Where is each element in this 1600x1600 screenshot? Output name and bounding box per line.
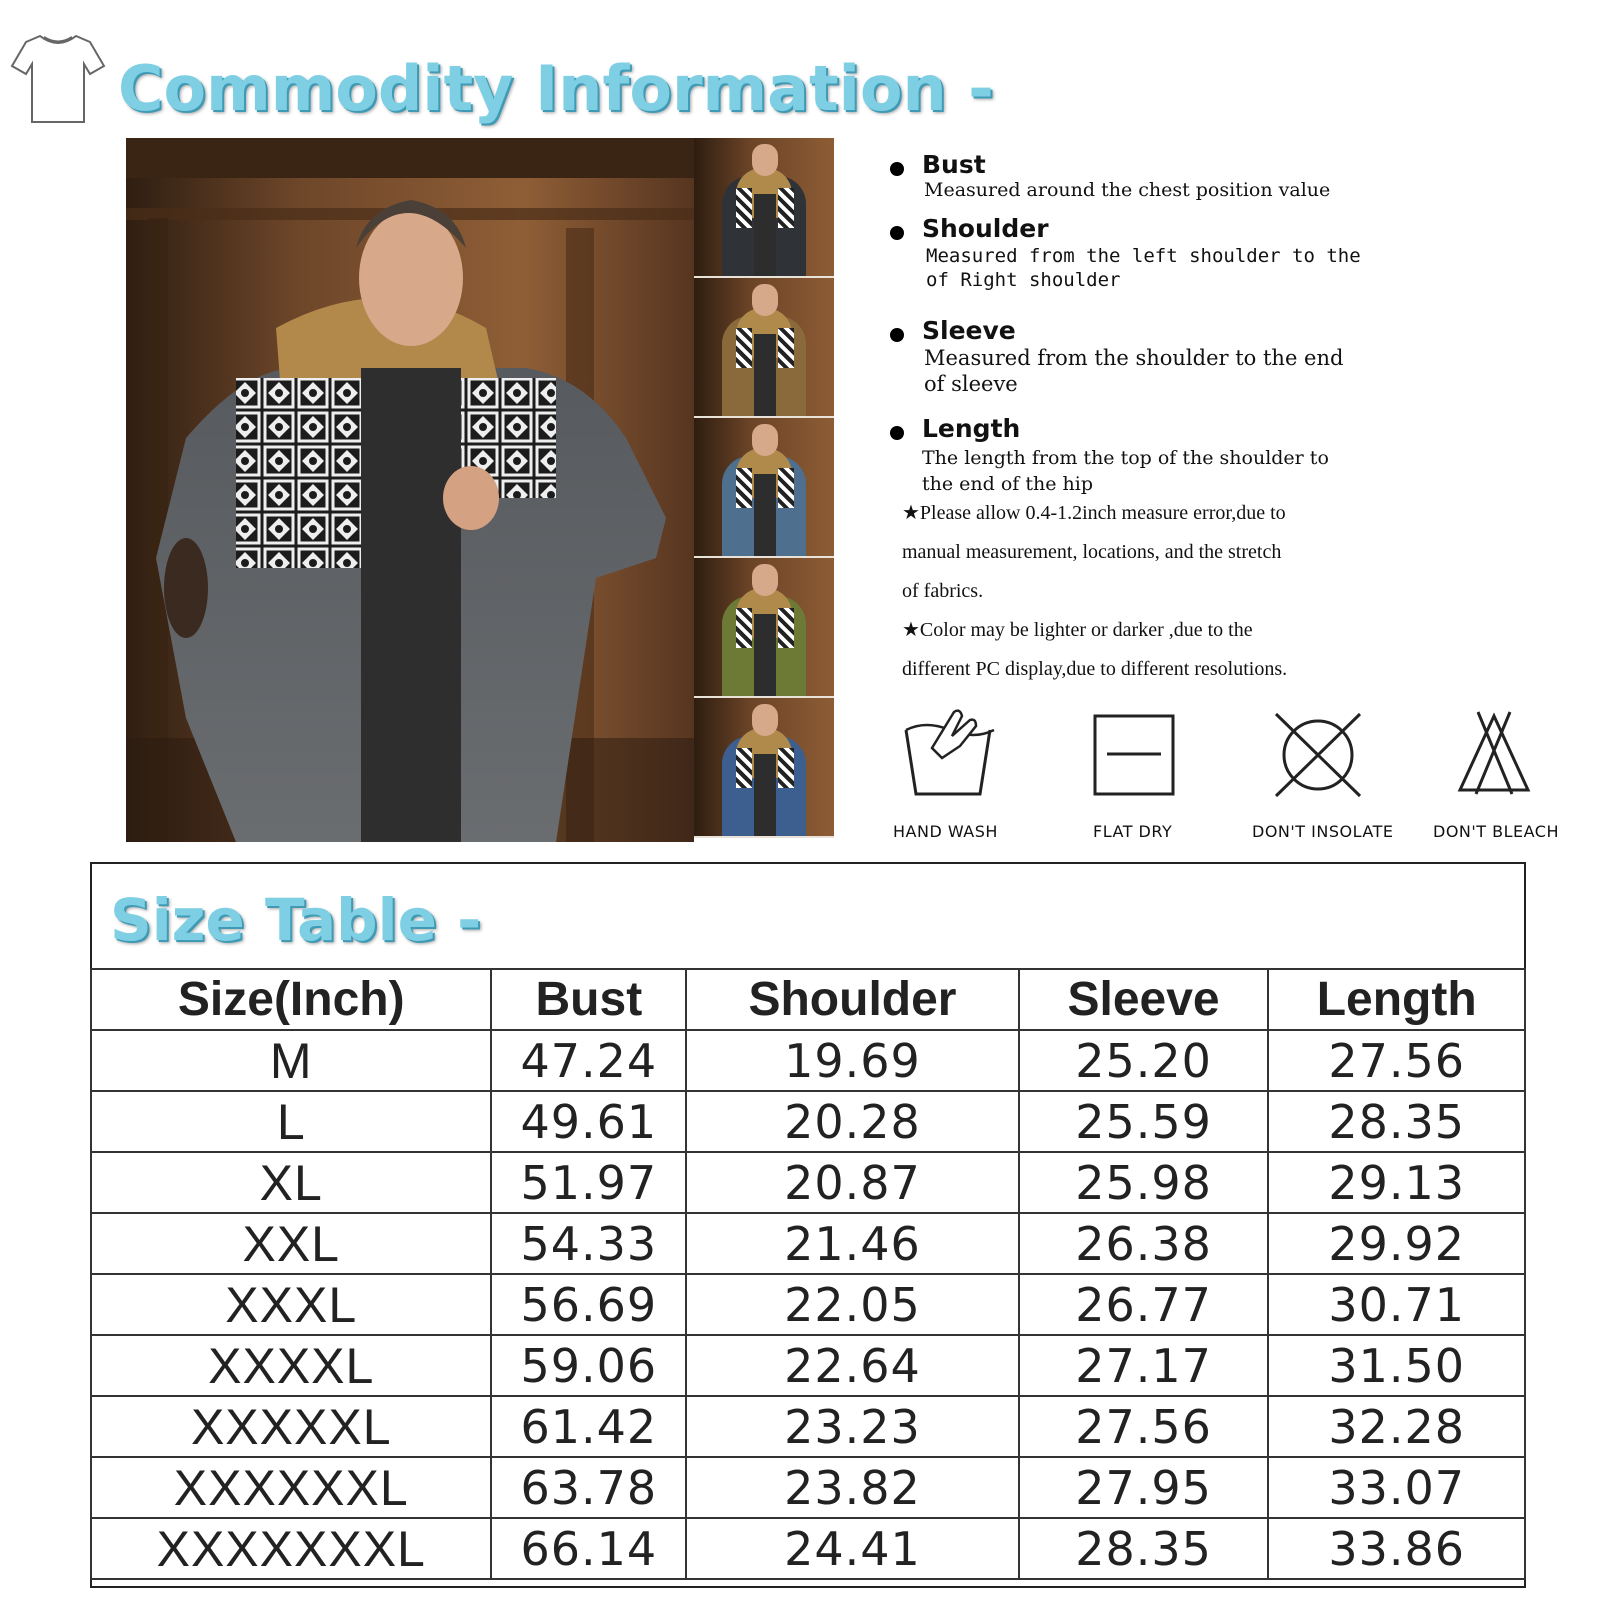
remark-line: ★Please allow 0.4-1.2inch measure error,due to	[902, 502, 1286, 524]
care-label: FLAT DRY	[1093, 822, 1173, 841]
measurement-cell: 33.07	[1268, 1457, 1525, 1518]
dont-insolate-icon	[1272, 710, 1364, 800]
measurement-cell: 31.50	[1268, 1335, 1525, 1396]
measurement-cell: 25.98	[1019, 1152, 1269, 1213]
column-header: Bust	[491, 969, 686, 1030]
table-row	[91, 1274, 1525, 1335]
color-variant-thumb[interactable]	[694, 418, 834, 558]
size-cell: XL	[91, 1152, 491, 1213]
measurement-cell: 66.14	[491, 1518, 686, 1579]
size-cell: L	[91, 1091, 491, 1152]
measurement-cell: 26.38	[1019, 1213, 1269, 1274]
bullet-icon	[890, 426, 904, 440]
table-row	[91, 1030, 1525, 1091]
page-title: Commodity Information -	[118, 52, 994, 125]
measurement-cell: 22.05	[686, 1274, 1019, 1335]
measurement-cell: 19.69	[686, 1030, 1019, 1091]
measurement-cell: 59.06	[491, 1335, 686, 1396]
table-row	[91, 1457, 1525, 1518]
table-header-row	[91, 969, 1525, 1030]
measurement-cell: 33.86	[1268, 1518, 1525, 1579]
bullet-icon	[890, 328, 904, 342]
table-row	[91, 1091, 1525, 1152]
table-row	[91, 1152, 1525, 1213]
measurement-cell: 21.46	[686, 1213, 1019, 1274]
table-body	[91, 1030, 1525, 1579]
color-variant-thumb[interactable]	[694, 558, 834, 698]
measurement-name: Sleeve	[922, 316, 1016, 345]
column-header: Length	[1268, 969, 1525, 1030]
care-label: HAND WASH	[893, 822, 998, 841]
measurement-name: Shoulder	[922, 214, 1049, 243]
measurement-description: of sleeve	[924, 372, 1018, 396]
size-cell: M	[91, 1030, 491, 1091]
measurement-description: The length from the top of the shoulder to	[922, 447, 1329, 469]
measurement-cell: 25.20	[1019, 1030, 1269, 1091]
bullet-icon	[890, 162, 904, 176]
column-header: Shoulder	[686, 969, 1019, 1030]
measurement-cell: 26.77	[1019, 1274, 1269, 1335]
measurement-cell: 61.42	[491, 1396, 686, 1457]
measurement-cell: 51.97	[491, 1152, 686, 1213]
care-label: DON'T INSOLATE	[1252, 822, 1394, 841]
measurement-name: Bust	[922, 150, 986, 179]
measurement-cell: 24.41	[686, 1518, 1019, 1579]
color-variant-thumb[interactable]	[694, 138, 834, 278]
remark-line: different PC display,due to different resolutions.	[902, 658, 1288, 680]
measurement-cell: 29.92	[1268, 1213, 1525, 1274]
size-table-title: Size Table -	[110, 886, 482, 954]
measurement-cell: 20.87	[686, 1152, 1019, 1213]
table-row	[91, 1518, 1525, 1579]
measurement-cell: 22.64	[686, 1335, 1019, 1396]
measurement-cell: 23.82	[686, 1457, 1019, 1518]
measurement-cell: 32.28	[1268, 1396, 1525, 1457]
measurement-cell: 27.56	[1019, 1396, 1269, 1457]
measurement-name: Length	[922, 414, 1021, 443]
column-header: Size(Inch)	[91, 969, 491, 1030]
measurement-cell: 23.23	[686, 1396, 1019, 1457]
measurement-description: the end of the hip	[922, 473, 1093, 495]
size-cell: XXXXXL	[91, 1396, 491, 1457]
measurement-cell: 28.35	[1268, 1091, 1525, 1152]
measurement-cell: 47.24	[491, 1030, 686, 1091]
measurement-cell: 49.61	[491, 1091, 686, 1152]
product-photo-illustration	[126, 138, 694, 842]
measurement-cell: 54.33	[491, 1213, 686, 1274]
measurement-description: Measured around the chest position value	[924, 179, 1331, 201]
flat-dry-icon	[1093, 714, 1175, 796]
color-variant-thumb[interactable]	[694, 698, 834, 838]
measurement-cell: 28.35	[1019, 1518, 1269, 1579]
measurement-cell: 29.13	[1268, 1152, 1525, 1213]
dont-bleach-icon	[1456, 710, 1532, 796]
remark-line: ★Color may be lighter or darker ,due to the	[902, 619, 1253, 641]
size-cell: XXXXXXXL	[91, 1518, 491, 1579]
size-cell: XXXXL	[91, 1335, 491, 1396]
measurement-cell: 25.59	[1019, 1091, 1269, 1152]
remark-line: of fabrics.	[902, 580, 984, 602]
size-cell: XXXL	[91, 1274, 491, 1335]
measurement-description: Measured from the shoulder to the end	[924, 346, 1344, 370]
remark-line: manual measurement, locations, and the stretch	[902, 541, 1282, 563]
color-variant-thumbnails	[694, 138, 834, 842]
measurement-cell: 30.71	[1268, 1274, 1525, 1335]
care-label: DON'T BLEACH	[1433, 822, 1560, 841]
measurement-cell: 27.95	[1019, 1457, 1269, 1518]
measurement-description: of Right shoulder	[926, 269, 1121, 291]
measurement-cell: 56.69	[491, 1274, 686, 1335]
table-row	[91, 1335, 1525, 1396]
measurement-cell: 20.28	[686, 1091, 1019, 1152]
measurement-cell: 63.78	[491, 1457, 686, 1518]
size-cell: XXXXXXL	[91, 1457, 491, 1518]
measurement-description: Measured from the left shoulder to the	[926, 245, 1361, 267]
bullet-icon	[890, 226, 904, 240]
hand-wash-icon	[902, 706, 998, 798]
column-header: Sleeve	[1019, 969, 1269, 1030]
measurement-cell: 27.17	[1019, 1335, 1269, 1396]
table-row	[91, 1213, 1525, 1274]
size-cell: XXL	[91, 1213, 491, 1274]
size-table	[90, 968, 1526, 1580]
color-variant-thumb[interactable]	[694, 278, 834, 418]
table-row	[91, 1396, 1525, 1457]
product-photo	[126, 138, 694, 842]
measurement-cell: 27.56	[1268, 1030, 1525, 1091]
tshirt-outline-icon	[8, 28, 108, 128]
